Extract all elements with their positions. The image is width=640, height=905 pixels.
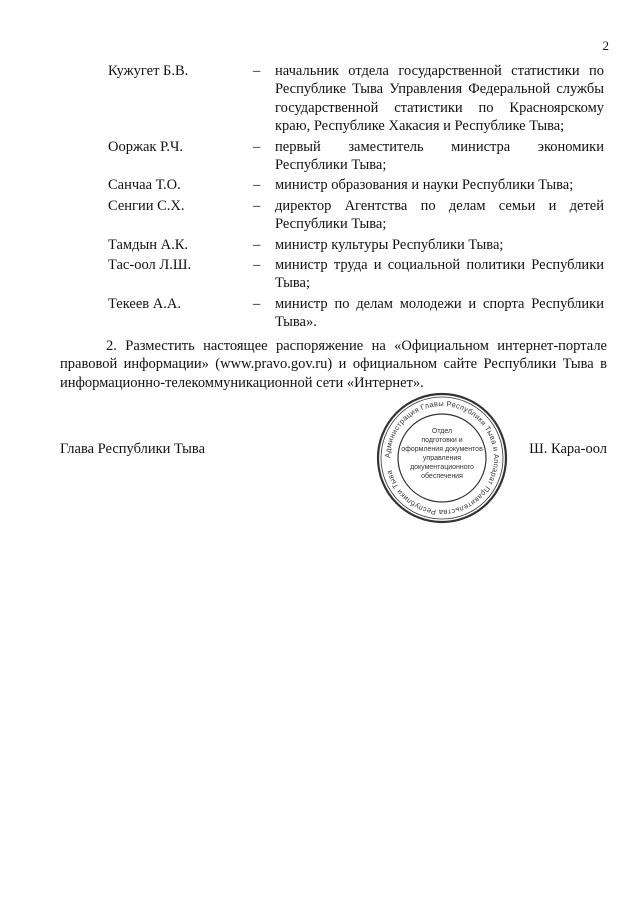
member-role: министр культуры Республики Тыва; [275, 236, 504, 253]
member-name: Санчаа Т.О. [108, 177, 181, 194]
member-role: министр труда и социальной политики Республики Тыва; [275, 257, 604, 292]
member-name: Тас-оол Л.Ш. [108, 257, 192, 274]
member-name: Кужугет Б.В. [108, 63, 189, 79]
members-list [108, 62, 604, 334]
member-dash: – [253, 236, 261, 253]
stamp-inner-line: управления [422, 455, 462, 462]
member-role: первый заместитель министра экономики Республики Тыва; [275, 138, 604, 174]
member-dash: – [253, 138, 261, 155]
stamp-inner-line: подготовки и [421, 437, 463, 444]
member-row [108, 176, 604, 194]
member-name: Текеев А.А. [108, 295, 181, 312]
publication-paragraph: 2. Разместить настоящее распоряжение на «Официальном интернет-портале правовой информации» (www.pravo.gov.ru) и официальном сайте Республики Тыва в информационно-телекоммуникационной сети «Интернет». [60, 337, 607, 391]
member-row [108, 256, 604, 293]
stamp-inner-line: обеспечения [421, 473, 463, 480]
stamp-seal-icon [375, 391, 509, 525]
member-dash: – [253, 257, 261, 274]
page-number: 2 [602, 38, 609, 53]
official-stamp [375, 391, 509, 525]
member-dash: – [253, 63, 261, 79]
member-row [108, 295, 604, 332]
stamp-inner-line: Отдел [431, 428, 453, 435]
member-dash: – [253, 177, 261, 194]
member-name: Сенгии С.Х. [108, 197, 185, 214]
member-row [108, 138, 604, 175]
member-dash: – [253, 197, 261, 214]
member-role: министр образования и науки Республики Тыва; [275, 177, 574, 194]
signatory-title: Глава Республики Тыва [60, 441, 206, 457]
member-role: директор Агентства по делам семьи и детей Республики Тыва; [275, 197, 604, 233]
member-dash: – [253, 295, 261, 312]
member-row [108, 197, 604, 234]
signatory-name: Ш. Кара-оол [529, 441, 607, 457]
member-role: начальник отдела государственной статистики по Республике Тыва Управления Федеральной службы государственной статистики по Красноярскому краю, Республике Хакасия и Республике Тыва; [275, 63, 604, 135]
member-row [108, 236, 604, 254]
member-name: Тамдын А.К. [108, 236, 189, 253]
stamp-inner-line: оформления документов [401, 446, 483, 453]
member-row [108, 62, 604, 136]
stamp-inner-line: документационного [410, 464, 474, 471]
stamp-outer-text: Администрация Главы Республики Тыва и Аппарат Правительства Республики Тыва [382, 398, 502, 518]
member-role: министр по делам молодежи и спорта Республики Тыва». [275, 295, 604, 331]
member-name: Ооржак Р.Ч. [108, 138, 184, 155]
